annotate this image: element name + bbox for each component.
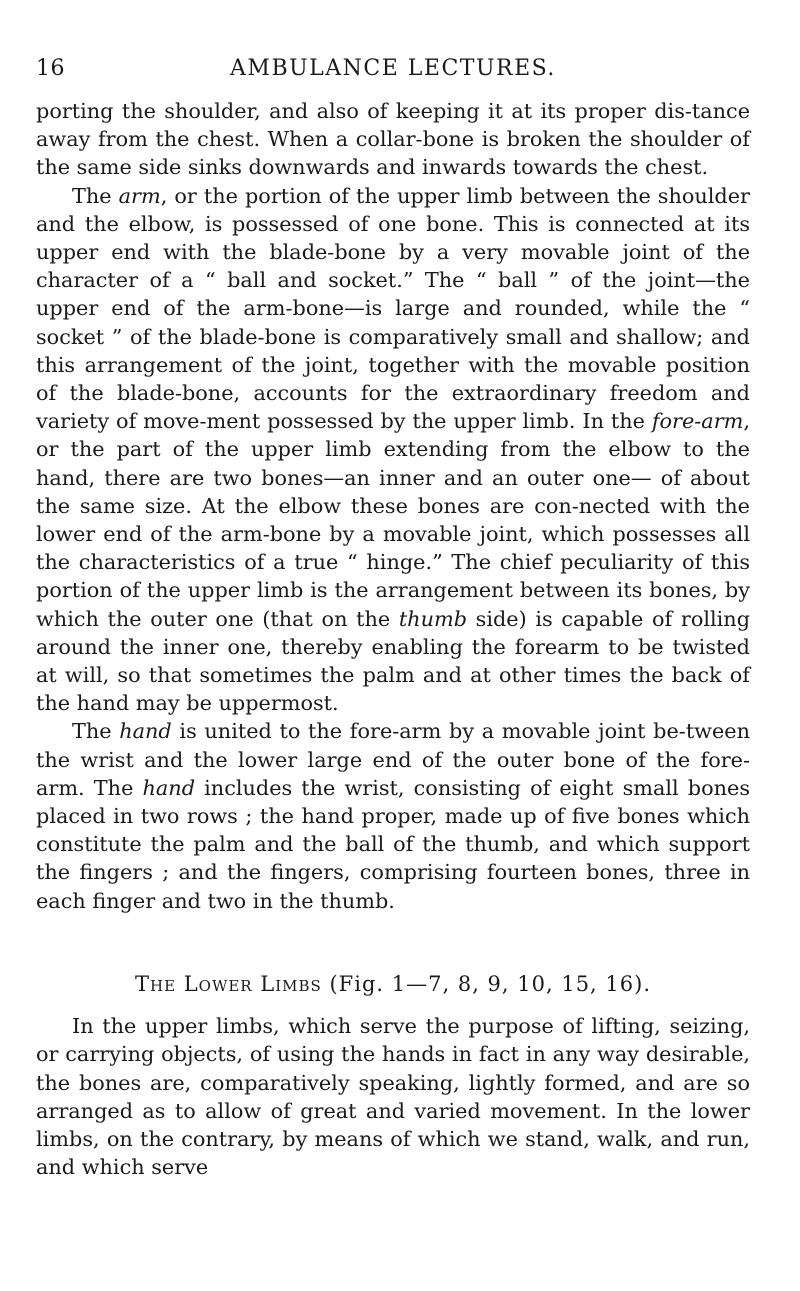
italic-term-hand: hand: [142, 775, 196, 800]
page-header: [36, 56, 750, 88]
running-head: AMBULANCE LECTURES.: [230, 56, 556, 81]
text-run: side) is capable of rolling around the inner one, thereby enabling the forearm to be twisted at will, so that sometimes the palm and at other times the back of the hand may be uppermost.: [36, 606, 751, 716]
text-run: The: [72, 719, 120, 744]
paragraph-hand: [36, 717, 750, 914]
heading-small-caps: The Lower Limbs: [134, 971, 322, 996]
italic-term-arm: arm: [118, 183, 161, 208]
paragraph-lower-limbs: In the upper limbs, which serve the purpose of lifting, seizing, or carrying objects, of using the hands in fact in any way desirable, the bones are, comparatively speaking, lightly formed, and are so arranged as to allow of great and varied movement. In the lower limbs, on the contrary, by means of which we stand, walk, and run, and which serve: [36, 1014, 750, 1180]
italic-term-forearm: fore-arm: [651, 409, 744, 434]
heading-figure-ref: (Fig. 1—7, 8, 9, 10, 15, 16).: [321, 971, 651, 996]
text-run: , or the part of the upper limb extending from the elbow to the hand, there are two bones—an inner and an outer one— of about the same size. At the elbow these bones are con-nected with the lower end of the arm-bone by a movable joint, which possesses all the characteristics of a true “ hinge.” The chief peculiarity of this portion of the upper limb is the arrangement between its bones, by which the outer one (that on the: [36, 409, 750, 631]
paragraph-continued: porting the shoulder, and also of keeping it at its proper dis-tance away from the chest. When a collar-bone is broken the shoulder of the same side sinks downwards and inwards towards the chest.: [36, 99, 750, 180]
text-run: is united to the fore-arm by a movable joint be-tween the wrist and the lower large end of the outer bone of the fore-arm. The: [36, 719, 750, 800]
text-run: The: [72, 183, 119, 208]
page-number: 16: [36, 56, 65, 81]
paragraph-arm: [36, 182, 750, 718]
text-run: , or the portion of the upper limb between the shoulder and the elbow, is possessed of one bone. This is connected at its upper end with the blade-bone by a very movable joint of the character of a “ ball and socket.” The “ ball ” of the joint—the upper end of the arm-bone—is large and rounded, while the “ socket ” of the blade-bone is comparatively small and shallow; and this arrangement of the joint, together with the movable position of the blade-bone, accounts for the extraordinary freedom and variety of move-ment possessed by the upper limb. In the: [36, 183, 750, 434]
body-text: [36, 97, 750, 1181]
text-run: includes the wrist, consisting of eight small bones placed in two rows ; the hand proper, made up of five bones which constitute the palm and the ball of the thumb, and which support the fingers ; and the fingers, comprising fourteen bones, three in each finger and two in the thumb.: [36, 775, 750, 913]
section-heading: [36, 970, 750, 998]
italic-term-thumb: thumb: [398, 606, 468, 631]
italic-term-hand: hand: [119, 719, 172, 744]
